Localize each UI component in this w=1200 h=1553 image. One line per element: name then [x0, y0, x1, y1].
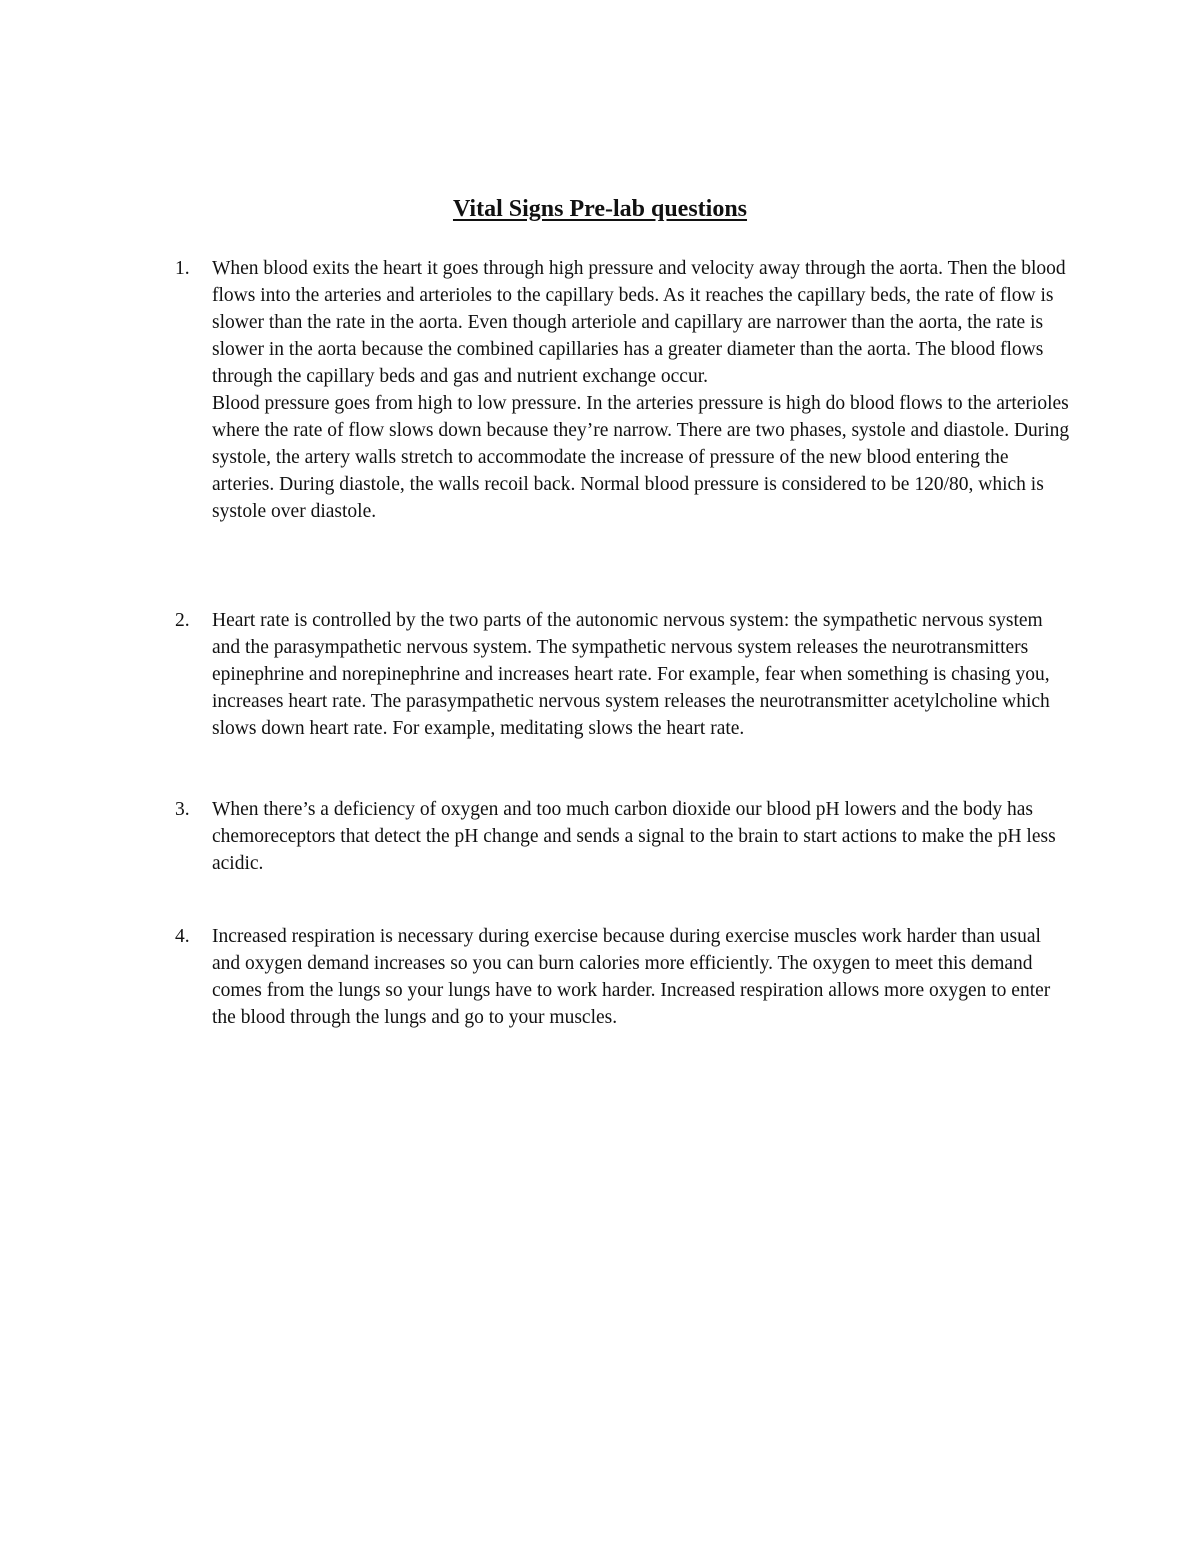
- question-number: 2.: [175, 610, 190, 631]
- question-item-1: [175, 255, 1075, 525]
- question-number: 3.: [175, 799, 190, 820]
- answer-paragraph: When there’s a deficiency of oxygen and too much carbon dioxide our blood pH lowers and the body has chemoreceptors that detect the pH change and sends a signal to the brain to start actions to make the pH less acidic.: [212, 799, 1056, 874]
- question-item-2: [175, 607, 1075, 742]
- question-item-4: [175, 923, 1075, 1031]
- answer-paragraph: Heart rate is controlled by the two parts of the autonomic nervous system: the sympathetic nervous system and the parasympathetic nervous system. The sympathetic nervous system releases the neurotransmitters epinephrine and norepinephrine and increases heart rate. For example, fear when something is chasing you, increases heart rate. The parasympathetic nervous system releases the neurotransmitter acetylcholine which slows down heart rate. For example, meditating slows the heart rate.: [212, 610, 1050, 739]
- question-number: 4.: [175, 926, 190, 947]
- answer-paragraph: When blood exits the heart it goes through high pressure and velocity away through the aorta. Then the blood flows into the arteries and arterioles to the capillary beds. As it reaches the capillary beds, the rate of flow is slower than the rate in the aorta. Even though arteriole and capillary are narrower than the aorta, the rate is slower in the aorta because the combined capillaries has a greater diameter than the aorta. The blood flows through the capillary beds and gas and nutrient exchange occur.: [212, 258, 1066, 387]
- answer-paragraph: Blood pressure goes from high to low pressure. In the arteries pressure is high do blood flows to the arterioles where the rate of flow slows down because they’re narrow. There are two phases, systole and diastole. During systole, the artery walls stretch to accommodate the increase of pressure of the new blood entering the arteries. During diastole, the walls recoil back. Normal blood pressure is considered to be 120/80, which is systole over diastole.: [212, 393, 1070, 522]
- question-item-3: [175, 796, 1075, 877]
- question-answer: [212, 796, 1072, 877]
- question-answer: [212, 255, 1072, 525]
- page-title: Vital Signs Pre-lab questions: [452, 196, 748, 222]
- question-number: 1.: [175, 258, 190, 279]
- question-answer: [212, 607, 1072, 742]
- question-answer: [212, 923, 1072, 1031]
- answer-paragraph: Increased respiration is necessary during exercise because during exercise muscles work harder than usual and oxygen demand increases so you can burn calories more efficiently. The oxygen to meet this demand comes from the lungs so your lungs have to work harder. Increased respiration allows more oxygen to enter the blood through the lungs and go to your muscles.: [212, 926, 1051, 1028]
